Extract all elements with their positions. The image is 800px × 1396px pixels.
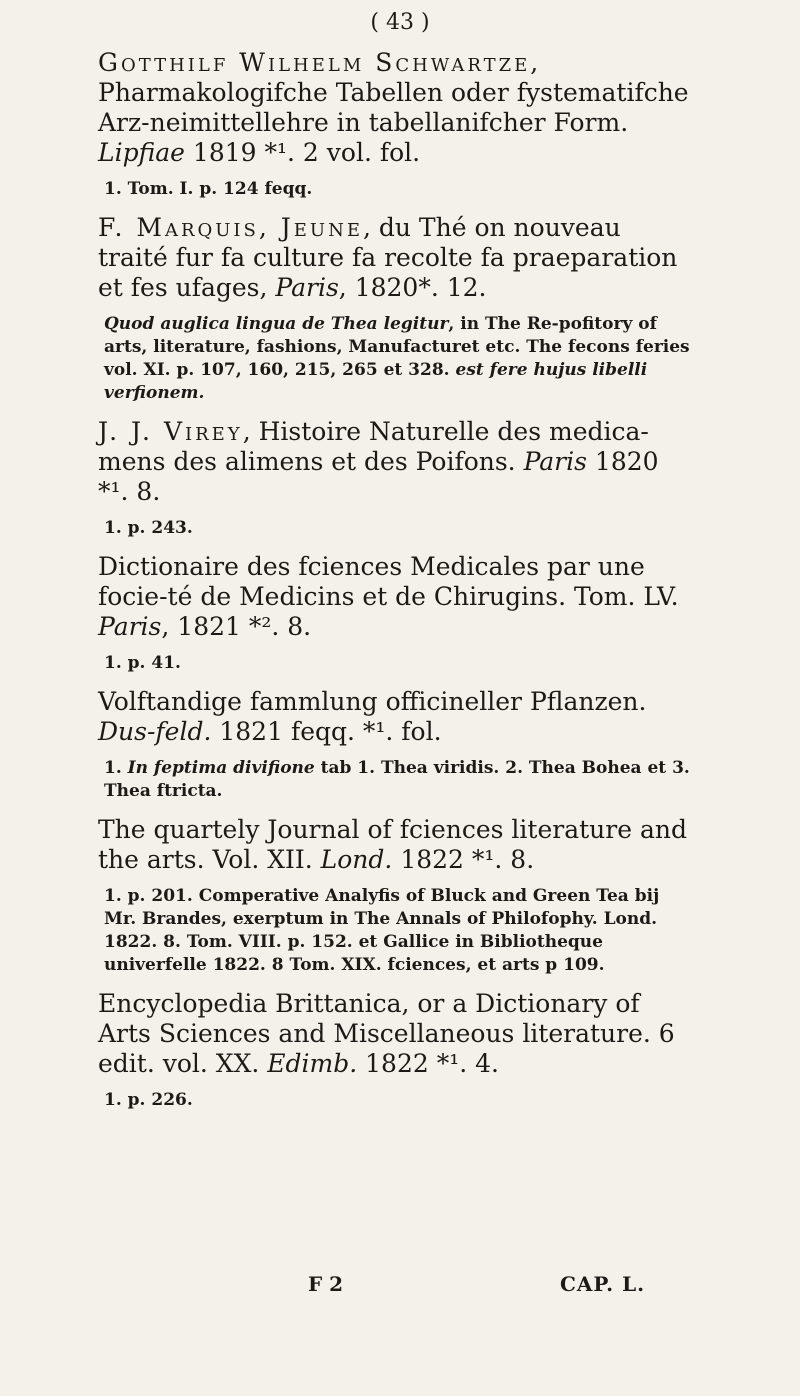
entry-encyclopedia: Encyclopedia Brittanica, or a Dictionary of Arts Sciences and Miscellaneous literature. 6 edit. vol. XX. Edimb. 1822 *¹. 4. (98, 989, 675, 1078)
entry-schwartze: Gotthilf Wilhelm Schwartze, Pharmakologifche Tabellen oder fystematifche Arz-neimittellehre in tabellanifcher Form. Lipfiae 1819 *¹. 2 vol. fol. (98, 48, 689, 167)
entry-volstandige: Volftandige fammlung officineller Pflanzen. Dus-feld. 1821 feqq. *¹. fol. (98, 687, 647, 746)
signature-mark: F 2 (308, 1272, 344, 1296)
entry-marquis: F. Marquis, Jeune, du Thé on nouveau traité fur fa culture fa recolte fa praeparation et fes ufages, Paris, 1820*. 12. (98, 213, 678, 302)
entry-note: 1. p. 226. (104, 1090, 193, 1110)
entry-note: 1. p. 201. Comperative Analyfis of Bluck and Green Tea bij Mr. Brandes, exerptum in The Annals of Philofophy. Lond. 1822. 8. Tom. VIII. p. 152. et Gallice in Bibliotheque univerfelle 1822. 8 Tom. XIX. fciences, et arts p 109. (104, 886, 660, 975)
entry-note: Quod auglica lingua de Thea legitur, in The Re-pofitory of arts, literature, fashions, Manufacturet etc. The fecons feries vol. XI. p. 107, 160, 215, 265 et 328. est fere hujus libelli verfionem. (104, 314, 690, 403)
author: J. J. Virey (98, 417, 243, 446)
author: Gotthilf Wilhelm Schwartze (98, 48, 531, 77)
page-number: ( 43 ) (370, 10, 430, 35)
catchword: CAP. L. (560, 1272, 646, 1296)
author: F. Marquis, Jeune (98, 213, 363, 242)
entry-virey: J. J. Virey, Histoire Naturelle des medica-mens des alimens et des Poifons. Paris 1820 *¹. 8. (98, 417, 659, 506)
entry-note: 1. Tom. I. p. 124 feqq. (104, 179, 313, 199)
entry-dictionaire: Dictionaire des fciences Medicales par une focie-té de Medicins et de Chirugins. Tom. LV. Paris, 1821 *². 8. (98, 552, 679, 641)
entry-note: 1. p. 243. (104, 518, 193, 538)
entry-note: 1. In feptima divifione tab 1. Thea viridis. 2. Thea Bohea et 3. Thea ftricta. (104, 758, 690, 801)
bibliography-list (98, 48, 694, 1124)
entry-note: 1. p. 41. (104, 653, 181, 673)
entry-quarterly-journal: The quartely Journal of fciences literature and the arts. Vol. XII. Lond. 1822 *¹. 8. (98, 815, 687, 874)
